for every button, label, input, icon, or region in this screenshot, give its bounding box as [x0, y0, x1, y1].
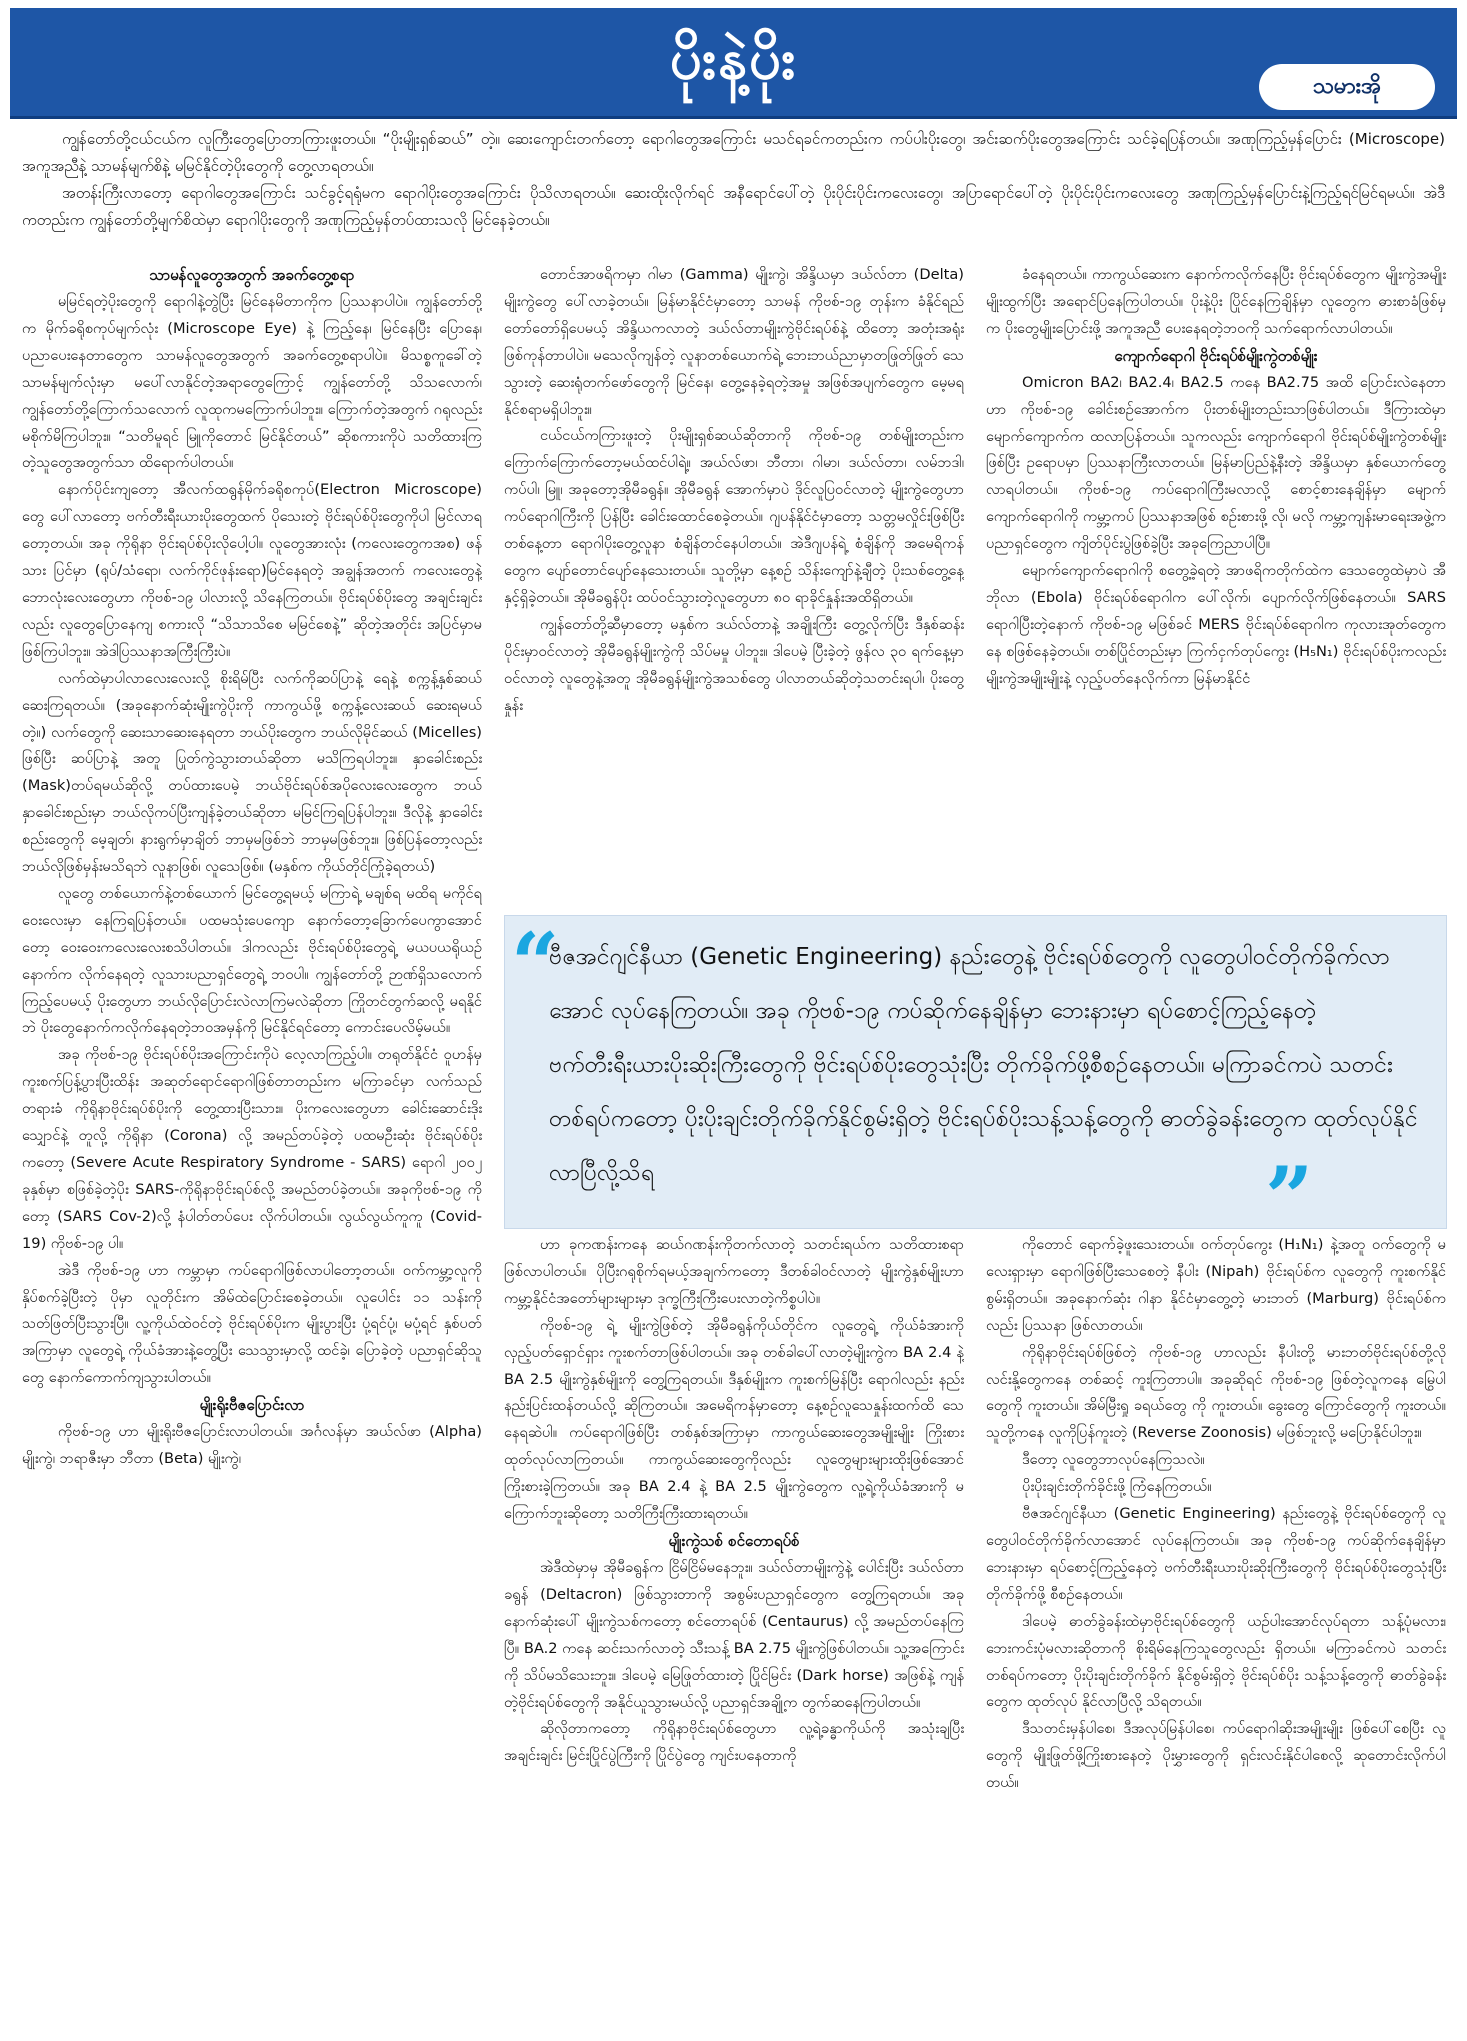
paragraph: ဒါပေမဲ့ ဓာတ်ခွဲခန်းထဲမှာဗိုင်းရပ်စ်တွေကို ယဉ်ပါးအောင်လုပ်ရတာ သန့်ပုံမလား၊ ဘေးကင်းပုံမလားဆိုတာကို စိုးရိမ်နေကြသူတွေလည်း ရှိတယ်။ မကြာခင်ကပဲ သတင်းတစ်ရပ်ကတော့ ပိုးပိုးချင်းတိုက်ခိုက် နိုင်စွမ်းရှိတဲ့ ဗိုင်းရပ်စ်ပိုး သန့်သန့်တွေကို ဓာတ်ခွဲခန်းတွေက ထုတ်လုပ် နိုင်လာပြီလို့ သိရတယ်။ [986, 1612, 1446, 1711]
author-badge: သမားအို [1259, 64, 1435, 110]
paragraph: ပိုးပိုးချင်းတိုက်ခိုင်းဖို့ ကြံနေကြတယ်။ [1022, 1478, 1212, 1496]
close-quote-icon: ” [1265, 1148, 1314, 1247]
column-2-upper [504, 262, 964, 912]
paragraph: ဒီသတင်းမှန်ပါစေ၊ ဒီအလုပ်မြန်ပါစေ၊ ကပ်ရောဂါဆိုးအမျိုးမျိုး ဖြစ်ပေါ်စေပြီး လူတွေကို မျိုးဖြုတ်ဖို့ကြိုးစားနေတဲ့ ပိုးမွှားတွေကို ရှင်းလင်းနိုင်ပါစေလို့ ဆုတောင်းလိုက်ပါတယ်။ [986, 1720, 1446, 1792]
masthead [10, 8, 1457, 119]
paragraph: အဲဒီ ကိုဗစ်-၁၉ ဟာ ကမ္ဘာမှာ ကပ်ရောဂါဖြစ်လာပါတော့တယ်။ ဝက်ကမ္ဘာ့လူကို နှိပ်စက်ခဲ့ပြီးတဲ့ ပိုမှာ လူတိုင်းက အိမ်ထဲပြောင်းစေခဲ့တယ်။ လူပေါင်း ၁၁ သန်းကို သတ်ဖြတ်ပြီးသွားပြီ။ လူ့ကိုယ်ထဲဝင်တဲ့ ဗိုင်းရပ်စ်ပိုးက မျိုးပွားပြီး ပုံ့ရင်ပုံ့၊ မပုံ့ရင် နှစ်ပတ်အကြာမှာ လူတွေရဲ့ ကိုယ်ခံအားနဲ့တွေ့ပြီး သေသွားမှာလို့ ထင်ခဲ့၊ ပြောခဲ့တဲ့ ပညာရှင်ဆိုသူတွေ နောက်ကောက်ကျသွားပါတယ်။ [22, 1261, 482, 1387]
article-title: ပိုးနဲ့ပိုး [669, 27, 798, 92]
paragraph: လက်ထဲမှာပါလာလေးလေးလို့ စိုးရိမ်ပြီး လက်ကိုဆပ်ပြာနဲ့ ရေနဲ့ စက္ကန့်နှစ်ဆယ် ဆေးကြရတယ်။ (အခုနောက်ဆုံးမျိုးကွဲပိုးကို ကာကွယ်ဖို့ စက္ကန့်လေးဆယ် ဆေးရမယ်တဲ့။) လက်တွေကို ဆေးသာဆေးနေရတာ ဘယ်ပိုးတွေက ဘယ်လိုမိုင်ဆယ် (Micelles) ဖြစ်ပြီး ဆပ်ပြာနဲ့ အတူ ပြုတ်ကွဲသွားတယ်ဆိုတာ မသိကြရပါဘူး။ နှာခေါင်းစည်း (Mask)တပ်ရမယ်ဆိုလို့ တပ်ထားပေမဲ့ ဘယ်ဗိုင်းရပ်စ်အပိုလေးလေးတွေက ဘယ်နှာခေါင်းစည်းမှာ ဘယ်လိုကပ်ပြီးကျန်ခဲ့တယ်ဆိုတာ မမြင်ကြရပြန်ပါဘူး။ ဒီလိုနဲ့ နှာခေါင်းစည်းတွေကို မေ့ချတ်၊ နားရွက်မှာချိတ် ဘာမှမဖြစ်ဘဲ ဘာမှမဖြစ်ဘူး။ ဖြစ်ပြန်တော့လည်း ဘယ်လိုဖြစ်မှန်းမသိရဘဲ လူနာဖြစ်၊ လူသေဖြစ်။ (မနှစ်က ကိုယ်တိုင်ကြုံခဲ့ရတယ်) [22, 669, 482, 876]
column-3-lower [986, 1232, 1446, 2027]
paragraph: မမြင်ရတဲ့ပိုးတွေကို ရောဂါနဲ့တွဲပြီး မြင်နေမိတာကိုက ပြဿနာပါပဲ။ ကျွန်တော်တို့က မိုက်ခရိုစကုပ်မျက်လုံး (Microscope Eye) နဲ့ ကြည့်နေ၊ မြင်နေပြီး ပြောနေ၊ ပညာပေးနေတာတွေက သာမန်လူတွေအတွက် အခက်တွေ့စရာပါပဲ။ မိသစ္စကူခေါ်တဲ့ သာမန်မျက်လုံးမှာ မပေါ်လာနိုင်တဲ့အရာတွေကြောင့် ကျွန်တော်တို့ သိသလောက်၊ ကျွန်တော်တို့ကြောက်သလောက် လူထုကမကြောက်ပါဘူး။ ကြောက်တဲ့အတွက် ဂရုလည်းမစိုက်မိကြပါဘူး။ “သတိမူရင် မြူကိုတောင် မြင်နိုင်တယ်” ဆိုစကားကိုပဲ သတိထားကြတဲ့သူတွေအတွက်သာ ထိရောက်ပါတယ်။ [22, 293, 482, 472]
paragraph: နောက်ပိုင်းကျတော့ အီလက်ထရွန်မိုက်ခရိုစကုပ်(Electron Microscope) တွေ ပေါ်လာတော့ ဗက်တီးရီးယားပိုးတွေထက် ပိုသေးတဲ့ ဗိုင်းရပ်စ်ပိုးတွေကိုပါ မြင်လာရတော့တယ်။ အခု ကိုရိုနာ ဗိုင်းရပ်စ်ပိုးလိုပေါ့ပါ။ လူတွေအားလုံး (ကလေးတွေကအစ) ဖန်သား ပြင်မှာ (ရုပ်/သံရော၊ လက်ကိုင်ဖုန်းရော)မြင်နေရတဲ့ အချွန်အတက် ကလေးတွေနဲ့ ဘောလုံးလေးတွေဟာ ကိုဗစ်-၁၉ ပါလားလို့ သိနေကြတယ်။ ဗိုင်းရပ်စ်ပိုးတွေ အချင်းချင်းလည်း လူတွေပြောနေကျ စကားလို “သိသာသိစေ မမြင်စေနဲ့” ဆိုတဲ့အတိုင်း အပြင်မှာမဖြစ်ကြပါဘူး။ အဲဒါပြဿနာအကြီးကြီးပဲ။ [22, 481, 482, 660]
open-quote-icon: “ [511, 914, 560, 1013]
paragraph: ကိုရိုနာဗိုင်းရပ်စ်ဖြစ်တဲ့ ကိုဗစ်-၁၉ ဟာလည်း နီပါးတို့ မားဘတ်ဗိုင်းရပ်စ်တို့လို လင်းနို့တွေကနေ တစ်ဆင့် ကူးကြတာပါ။ အခုဆိုရင် ကိုဗစ်-၁၉ ဖြစ်တဲ့လူကနေ မြွေပါတွေကို ကူးတယ်။ အိမ်မြီးရှု ခရယ်တွေ ကို ကူးတယ်။ ခွေးတွေ ကြောင်တွေကို ကူးတယ်။ သူတို့ကနေ လူကိုပြန်ကူးတဲ့ (Reverse Zoonosis) မဖြစ်ဘူးလို့ မပြောနိုင်ပါဘူး။ [986, 1343, 1446, 1442]
column-3-upper [986, 262, 1446, 912]
intro-paragraph: ကျွန်တော်တို့ငယ်ငယ်က လူကြီးတွေပြောတာကြားဖူးတယ်။ “ပိုးမျိုးရှစ်ဆယ်” တဲ့။ ဆေးကျောင်းတက်တော့ ရောဂါတွေအကြောင်း မသင်ရခင်ကတည်းက ကပ်ပါးပိုးတွေ၊ အင်းဆက်ပိုးတွေအကြောင်း သင်ခဲ့ရပြန်တယ်။ အဏုကြည့်မှန်ပြောင်း (Microscope) အကူအညီနဲ့ သာမန်မျက်စိနဲ့ မမြင်နိုင်တဲ့ပိုးတွေကို တွေ့လာရတယ်။ [22, 130, 1445, 175]
paragraph: ဟာ ခုကဏန်းကနေ ဆယ်ဂဏန်းကိုတက်လာတဲ့ သတင်းရယ်က သတိထားစရာဖြစ်လာပါတယ်။ ပိုပြီးဂရုစိုက်ရမယ့်အချက်ကတော့ ဒီတစ်ခါဝင်လာတဲ့ မျိုးကွဲနှစ်မျိုးဟာ ကမ္ဘာ့နိုင်ငံအတော်များများမှာ ဒုက္ခကြီးကြီးပေးလာတဲ့ကိစ္စပါပဲ။ [504, 1236, 964, 1307]
intro [22, 126, 1445, 234]
paragraph: ကိုဗစ်-၁၉ ရဲ့ မျိုးကွဲဖြစ်တဲ့ အိုမီခရွန်ကိုယ်တိုင်က လူတွေရဲ့ ကိုယ်ခံအားကို လှည့်ပတ်ရှောင်ရှား ကူးစက်တာဖြစ်ပါတယ်။ အခု တစ်ခါပေါ်လာတဲ့မျိုးကွဲက BA 2.4 နဲ့ BA 2.5 မျိုးကွဲနှစ်မျိုးကို တွေ့ကြရတယ်။ ဒီနှစ်မျိုးက ကူးစက်မြန်ပြီး ရောဂါလည်း နည်းနည်းပြင်းထန်တယ်လို့ ဆိုကြတယ်။ အမေရိကန်မှာတော့ နေ့စဉ်လူသေနှုန်းထက်ထိ သေနေရဆဲပါ။ ကပ်ရောဂါဖြစ်ပြီး တစ်နှစ်အကြာမှာ ကာကွယ်ဆေးတွေအမျိုးမျိုး ကြိုးစားထုတ်လုပ်လာကြတယ်။ ကာကွယ်ဆေးတွေကိုလည်း လူတွေများများထိုးဖြစ်အောင် ကြိုးစားခဲ့ကြတယ်။ အခု BA 2.4 နဲ့ BA 2.5 မျိုးကွဲတွေက လူ့ရဲ့ကိုယ်ခံအားကို မကြောက်ဘူးဆိုတော့ သတိကြီးကြီးထားရတယ်။ [504, 1316, 964, 1523]
section-heading: ကျောက်ရောဂါ ဗိုင်းရပ်စ်မျိုးကွဲတစ်မျိုး [1114, 346, 1318, 365]
paragraph: ကျွန်တော်တို့ဆီမှာတော့ မနှစ်က ဒယ်လ်တာနဲ့ အချိုးကြီး တွေ့လိုက်ပြီး ဒီနှစ်ဆန်းပိုင်းမှာဝင်လာတဲ့ အိုမီခရွန်မျိုးကွဲကို သိပ်မမှု ပါဘူး။ ဒါပေမဲ့ ပြီးခဲ့တဲ့ ဖွန်လ ၃၀ ရက်နေ့မှာ ဝင်လာတဲ့ လူတွေနဲ့အတူ အိုမီခရွန်မျိုးကွဲအသစ်တွေ ပါလာတယ်ဆိုတဲ့သတင်းရပါ၊ ပိုးတွေ့နှုန်း [504, 615, 964, 714]
paragraph: တောင်အာဖရိကမှာ ဂါမာ (Gamma) မျိုးကွဲ၊ အိန္ဒိယမှာ ဒယ်လ်တာ (Delta) မျိုးကွဲတွေ ပေါ်လာခဲ့တယ်။ မြန်မာနိုင်ငံမှာတော့ သာမန် ကိုဗစ်-၁၉ တုန်းက ခံနိုင်ရည်တော်တော်ရှိပေမယ့် အိန္ဒိယကလာတဲ့ ဒယ်လ်တာမျိုးကွဲဗိုင်းရပ်စ်နဲ့ ထိတော့ အတုံးအရုံးဖြစ်ကုန်တာပါပဲ။ မသေလိုကျန်တဲ့ လူနာတစ်ယောက်ရဲ့ ဘေးဘယ်ညာမှာတဖြုတ်ဖြုတ် သေသွားတဲ့ ဆေးရုံတက်ဖော်တွေကို မြင်နေ၊ တွေ့နေခဲ့ရတဲ့အမှု အဖြစ်အပျက်တွေက မေ့မရနိုင်စရာမရှိပါဘူး။ [504, 266, 964, 418]
paragraph: ဒီတော့ လူတွေဘာလုပ်နေကြသလဲ။ [1022, 1451, 1205, 1469]
paragraph: မျောက်ကျောက်ရောဂါကို စတွေ့ခဲ့ရတဲ့ အာဖရိကတိုက်ထဲက ဒေသတွေထဲမှာပဲ အီဘိုလာ (Ebola) ဗိုင်းရပ်စ်ရောဂါက ပေါ်လိုက်၊ ပျောက်လိုက်ဖြစ်နေတယ်။ SARS ရောဂါပြီးတဲ့နောက် ကိုဗစ်-၁၉ မဖြစ်ခင် MERS ဗိုင်းရပ်စ်ရောဂါက ကုလားအုတ်တွေကနေ စဖြစ်နေခဲ့တယ်။ တစ်ပြိုင်တည်းမှာ ကြက်ငှက်တုပ်ကွေး (H₅N₁) ဗိုင်းရပ်စ်ပိုးကလည်း မျိုးကွဲအမျိုးမျိုးနဲ့ လှည့်ပတ်နေလိုက်ကာ မြန်မာနိုင်ငံ [986, 562, 1446, 687]
paragraph: လူတွေ တစ်ယောက်နဲ့တစ်ယောက် မြင်တွေ့ရမယ့် မကြာရဲ့ မချစ်ရ မထိရ မကိုင်ရ ဝေးလေးမှာ နေကြရပြန်တယ်။ ပထမသုံးပေကျော နောက်တော့ခြောက်ပေကွာအောင်တော့ ဝေးဝေးကလေးလေးစသိပါတယ်။ ဒါကလည်း ဗိုင်းရပ်စ်ပိုးတွေရဲ့ မယပယရိုယဉ်နောက်က လိုက်နေရတဲ့ လူသားပညာရှင်တွေရဲ့ ဘဝပါ။ ကျွန်တော်တို့ ဉာဏ်ရှိသလောက် ကြည့်ပေမယ့် ပိုးတွေဟာ ဘယ်လိုပြောင်းလဲလာကြမလဲဆိုတာ ကြိုတင်တွက်ဆလို့ မရနိုင်ဘဲ ပိုးတွေနောက်ကလိုက်နေရတဲ့ဘဝအမှန်ကို မြင်နိုင်ရင်တော့ ကောင်းပေလိမ့်မယ်။ [22, 884, 482, 1037]
paragraph: ကိုဗစ်-၁၉ ဟာ မျိုးရိုးဗီဇပြောင်းလာပါတယ်။ အင်္ဂလန်မှာ အယ်လ်ဖာ (Alpha) မျိုးကွဲ၊ ဘရာဇီးမှာ ဘီတာ (Beta) မျိုးကွဲ၊ [22, 1423, 482, 1468]
paragraph: ဆိုလိုတာကတော့ ကိုရိုနာဗိုင်းရပ်စ်တွေဟာ လူ့ရဲ့ခန္ဓာကိုယ်ကို အသုံးချပြီး အချင်းချင်း မြင်းပြိုင်ပွဲကြီးကို ပြိုင်ပွဲတွေ ကျင်းပနေတာကို [504, 1720, 964, 1765]
intro-paragraph: အတန်းကြီးလာတော့ ရောဂါတွေအကြောင်း သင်ခွင့်ရရုံမက ရောဂါပိုးတွေအကြောင်း ပိုသိလာရတယ်။ ဆေးထိုးလိုက်ရင် အနီရောင်ပေါ်တဲ့ ပိုးပိုင်းပိုင်းကလေးတွေ၊ အပြာရောင်ပေါ်တဲ့ ပိုးပိုင်းပိုင်းကလေးတွေ အဏုကြည့်မှန်ပြောင်းနဲ့ကြည့်ရင်မြင်ရမယ်။ အဲဒီကတည်းက ကျွန်တော်တို့မျက်စိထဲမှာ ရောဂါပိုးတွေကို အဏုကြည့်မှန်တပ်ထားသလို မြင်နေခဲ့တယ်။ [22, 184, 1445, 229]
paragraph: ငယ်ငယ်ကကြားဖူးတဲ့ ပိုးမျိုးရှစ်ဆယ်ဆိုတာကို ကိုဗစ်-၁၉ တစ်မျိုးတည်းက ကြောက်ကြောက်တော့မယ်ထင်ပါရဲ့။ အယ်လ်ဖာ၊ ဘီတာ၊ ဂါမာ၊ ဒယ်လ်တာ၊ လမ်ဘဒါ၊ ကပ်ပါ၊ မြူ၊ အခုတော့အိုမီခရွန်။ အိုမီခရွန် အောက်မှာပဲ ဒိုင်လူပြဝင်လာတဲ့ မျိုးကွဲတွေဟာ ကပ်ရောဂါကြီးကို ပြန်ပြီး ခေါင်းထောင်စေခဲ့တယ်။ ဂျပန်နိုင်ငံမှာတော့ သတ္တမလှိုင်းဖြစ်ပြီး တစ်နေ့တာ ရောဂါပိုးတွေ့လူနာ စံချိန်တင်နေပါတယ်။ အဲဒီဂျပန်ရဲ့ စံချိန်ကို အမေရိကန်တွေက ပျော်တောင်ပျော်နေသေးတယ်။ သူတို့မှာ နေ့စဉ် သိန်းကျော်နဲ့ချီတဲ့ ပိုးသစ်တွေ့နေ့နှင့်ရှိခဲ့တယ်။ အိုမီခရွန်ပိုး ထပ်ဝင်သွားတဲ့လူတွေဟာ ၈၀ ရာခိုင်နှုန်းအထိရှိတယ်။ [504, 427, 964, 606]
paragraph: ခံနေရတယ်။ ကာကွယ်ဆေးက နောက်ကလိုက်နေပြီး ဗိုင်းရပ်စ်တွေက မျိုးကွဲအမျိုးမျိုးထွက်ပြီး အရောင်ပြနေကြပါတယ်။ ပိုးနဲ့ပိုး ပြိုင်နေကြချိန်မှာ လူတွေက ဓားစာခံဖြစ်မှက ပိုးတွေမျိုးပြောင်းဖို့ အကူအညီ ပေးနေရတဲ့ဘဝကို သက်ရောက်လာပါတယ်။ [986, 266, 1446, 337]
paragraph: ဗီဇအင်ဂျင်နီယာ (Genetic Engineering) နည်းတွေနဲ့ ဗိုင်းရပ်စ်တွေကို လူတွေပါဝင်တိုက်ခိုက်လာအောင် လုပ်နေကြတယ်။ အခု ကိုဗစ်-၁၉ ကပ်ဆိုက်နေချိန်မှာ ဘေးနားမှာ ရပ်စောင့်ကြည့်နေတဲ့ ဗက်တီးရီးယားပိုးဆိုးကြီးတွေကို ဗိုင်းရပ်စ်ပိုးတွေသုံးပြီး တိုက်ခိုက်ဖို့ စီစဉ်နေတယ်။ [986, 1505, 1446, 1603]
pull-quote [504, 914, 1447, 1247]
column-2-lower [504, 1232, 964, 2027]
pull-quote-text: ဗီဇအင်ဂျင်နီယာ (Genetic Engineering) နည်းတွေနဲ့ ဗိုင်းရပ်စ်တွေကို လူတွေပါဝင်တိုက်ခိုက်လာအောင် လုပ်နေကြတယ်။ အခု ကိုဗစ်-၁၉ ကပ်ဆိုက်နေချိန်မှာ ဘေးနားမှာ ရပ်စောင့်ကြည့်နေတဲ့ ဗက်တီးရီးယားပိုးဆိုးကြီးတွေကို ဗိုင်းရပ်စ်ပိုးတွေသုံးပြီး တိုက်ခိုက်ဖို့စီစဉ်နေတယ်။ မကြာခင်ကပဲ သတင်းတစ်ရပ်ကတော့ ပိုးပိုးချင်းတိုက်ခိုက်နိုင်စွမ်းရှိတဲ့ ဗိုင်းရပ်စ်ပိုးသန့်သန့်တွေကို ဓာတ်ခွဲခန်းတွေက ထုတ်လုပ်နိုင်လာပြီလို့သိရ [549, 944, 1418, 1186]
column-1 [22, 262, 482, 2027]
section-heading: မျိုးရိုးဗီဇပြောင်းလာ [199, 1396, 305, 1415]
paragraph: ကိုတောင် ရောက်ခဲ့ဖူးသေးတယ်။ ဝက်တုပ်ကွေး (H₁N₁) နဲ့အတူ ဝက်တွေကို မလေးရှားမှာ ရောဂါဖြစ်ပြီးသေစေတဲ့ နီပါး (Nipah) ဗိုင်းရပ်စ်က လူတွေကို ကူးစက်နိုင်စွမ်းရှိတယ်။ အခုနောက်ဆုံး ဂါနာ နိုင်ငံမှာတွေ့တဲ့ မားဘတ် (Marburg) ဗိုင်းရပ်စ်ကလည်း ပြဿနာ ဖြစ်လာတယ်။ [986, 1236, 1446, 1334]
section-heading: သာမန်လူတွေအတွက် အခက်တွေ့စရာ [149, 266, 355, 284]
paragraph: Omicron BA2၊ BA2.4၊ BA2.5 ကနေ BA2.75 အထိ ပြောင်းလဲနေတာဟာ ကိုဗစ်-၁၉ ခေါင်းစဉ်အောက်က ပိုးတစ်မျိုးတည်းသာဖြစ်ပါတယ်။ ဒီကြားထဲမှာ မျောက်ကျောက်က ထလာပြန်တယ်။ သူကလည်း ကျောက်ရောဂါ ဗိုင်းရပ်စ်မျိုးကွဲတစ်မျိုးဖြစ်ပြီး ဥရောပမှာ ပြဿနာကြီးလာတယ်။ မြန်မာပြည်နဲ့နီးတဲ့ အိန္ဒိယမှာ နှစ်ယောက်တွေ့လာရပါတယ်။ ကိုဗစ်-၁၉ ကပ်ရောဂါကြီးမလာလို့ စောင့်စားနေချိန်မှာ မျောက်ကျောက်ရောဂါကို ကမ္ဘာ့ကပ် ပြဿနာအဖြစ် စဉ်းစားဖို့ လို၊ မလို ကမ္ဘာ့ကျန်းမာရေးအဖွဲ့က ပညာရှင်တွေက ကျိတ်ပိုင်းပွဲဖြစ်ခဲ့ပြီး အခုကြေညာပါပြီ။ [986, 373, 1446, 553]
section-heading: မျိုးကွဲသစ် စင်တောရပ်စ် [668, 1531, 800, 1550]
paragraph: အခု ကိုဗစ်-၁၉ ဗိုင်းရပ်စ်ပိုးအကြောင်းကိုပဲ လေ့လာကြည့်ပါ။ တရုတ်နိုင်ငံ ဝူဟန်မှ ကူးစက်ပြန့်ပွားပြီးထိန်း အဆုတ်ရောင်ရောဂါဖြစ်တာတည်းက မကြာခင်မှာ လက်သည်တရားခံ ကိုရိုနာဗိုင်းရပ်စ်ပိုးကို တွေ့ထားပြီးသား။ ပိုးကလေးတွေဟာ ခေါင်းဆောင်းဒိုးသျှောင်နဲ့ တူလို့ ကိုရိုနာ (Corona) လို့ အမည်တပ်ခဲ့တဲ့ ပထမဦးဆုံး ဗိုင်းရပ်စ်ပိုးကတော့ (Severe Acute Respiratory Syndrome - SARS) ရောဂါ ၂၀၀၂ ခုနှစ်မှာ စဖြစ်ခဲ့တဲ့ပိုး SARS-ကိုရိုနာဗိုင်းရပ်စ်လို့ အမည်တပ်ခဲ့တယ်။ အခုကိုဗစ်-၁၉ ကိုတော့ (SARS Cov-2)လို့ နံပါတ်တပ်ပေး လိုက်ပါတယ်။ လွယ်လွယ်ကူကူ (Covid-19) ကိုဗစ်-၁၉ ပါ။ [22, 1046, 482, 1252]
paragraph: အဲဒီထဲမှာမှ အိုမီခရွန်က ငြိမ်ငြိမ်မနေဘူး။ ဒယ်လ်တာမျိုးကွဲနဲ့ ပေါင်းပြီး ဒယ်လ်တာခရွန် (Deltacron) ဖြစ်သွားတာကို အစွမ်းပညာရှင်တွေက တွေ့ကြရတယ်။ အခုနောက်ဆုံးပေါ် မျိုးကွဲသစ်ကတော့ စင်တောရပ်စ် (Centaurus) လို့ အမည်တပ်နေကြပြီ။ BA.2 ကနေ ဆင်းသက်လာတဲ့ သီးသန့် BA 2.75 မျိုးကွဲဖြစ်ပါတယ်။ သူ့အကြောင်းကို သိပ်မသိသေးဘူး။ ဒါပေမဲ့ မြေဖြုတ်ထားတဲ့ ပြိုင်မြင်း (Dark horse) အဖြစ်နဲ့ ကျန်တဲ့ဗိုင်းရပ်စ်တွေကို အနိုင်ယူသွားမယ်လို့ ပညာရှင်အချို့က တွက်ဆနေကြပါတယ်။ [504, 1558, 964, 1711]
